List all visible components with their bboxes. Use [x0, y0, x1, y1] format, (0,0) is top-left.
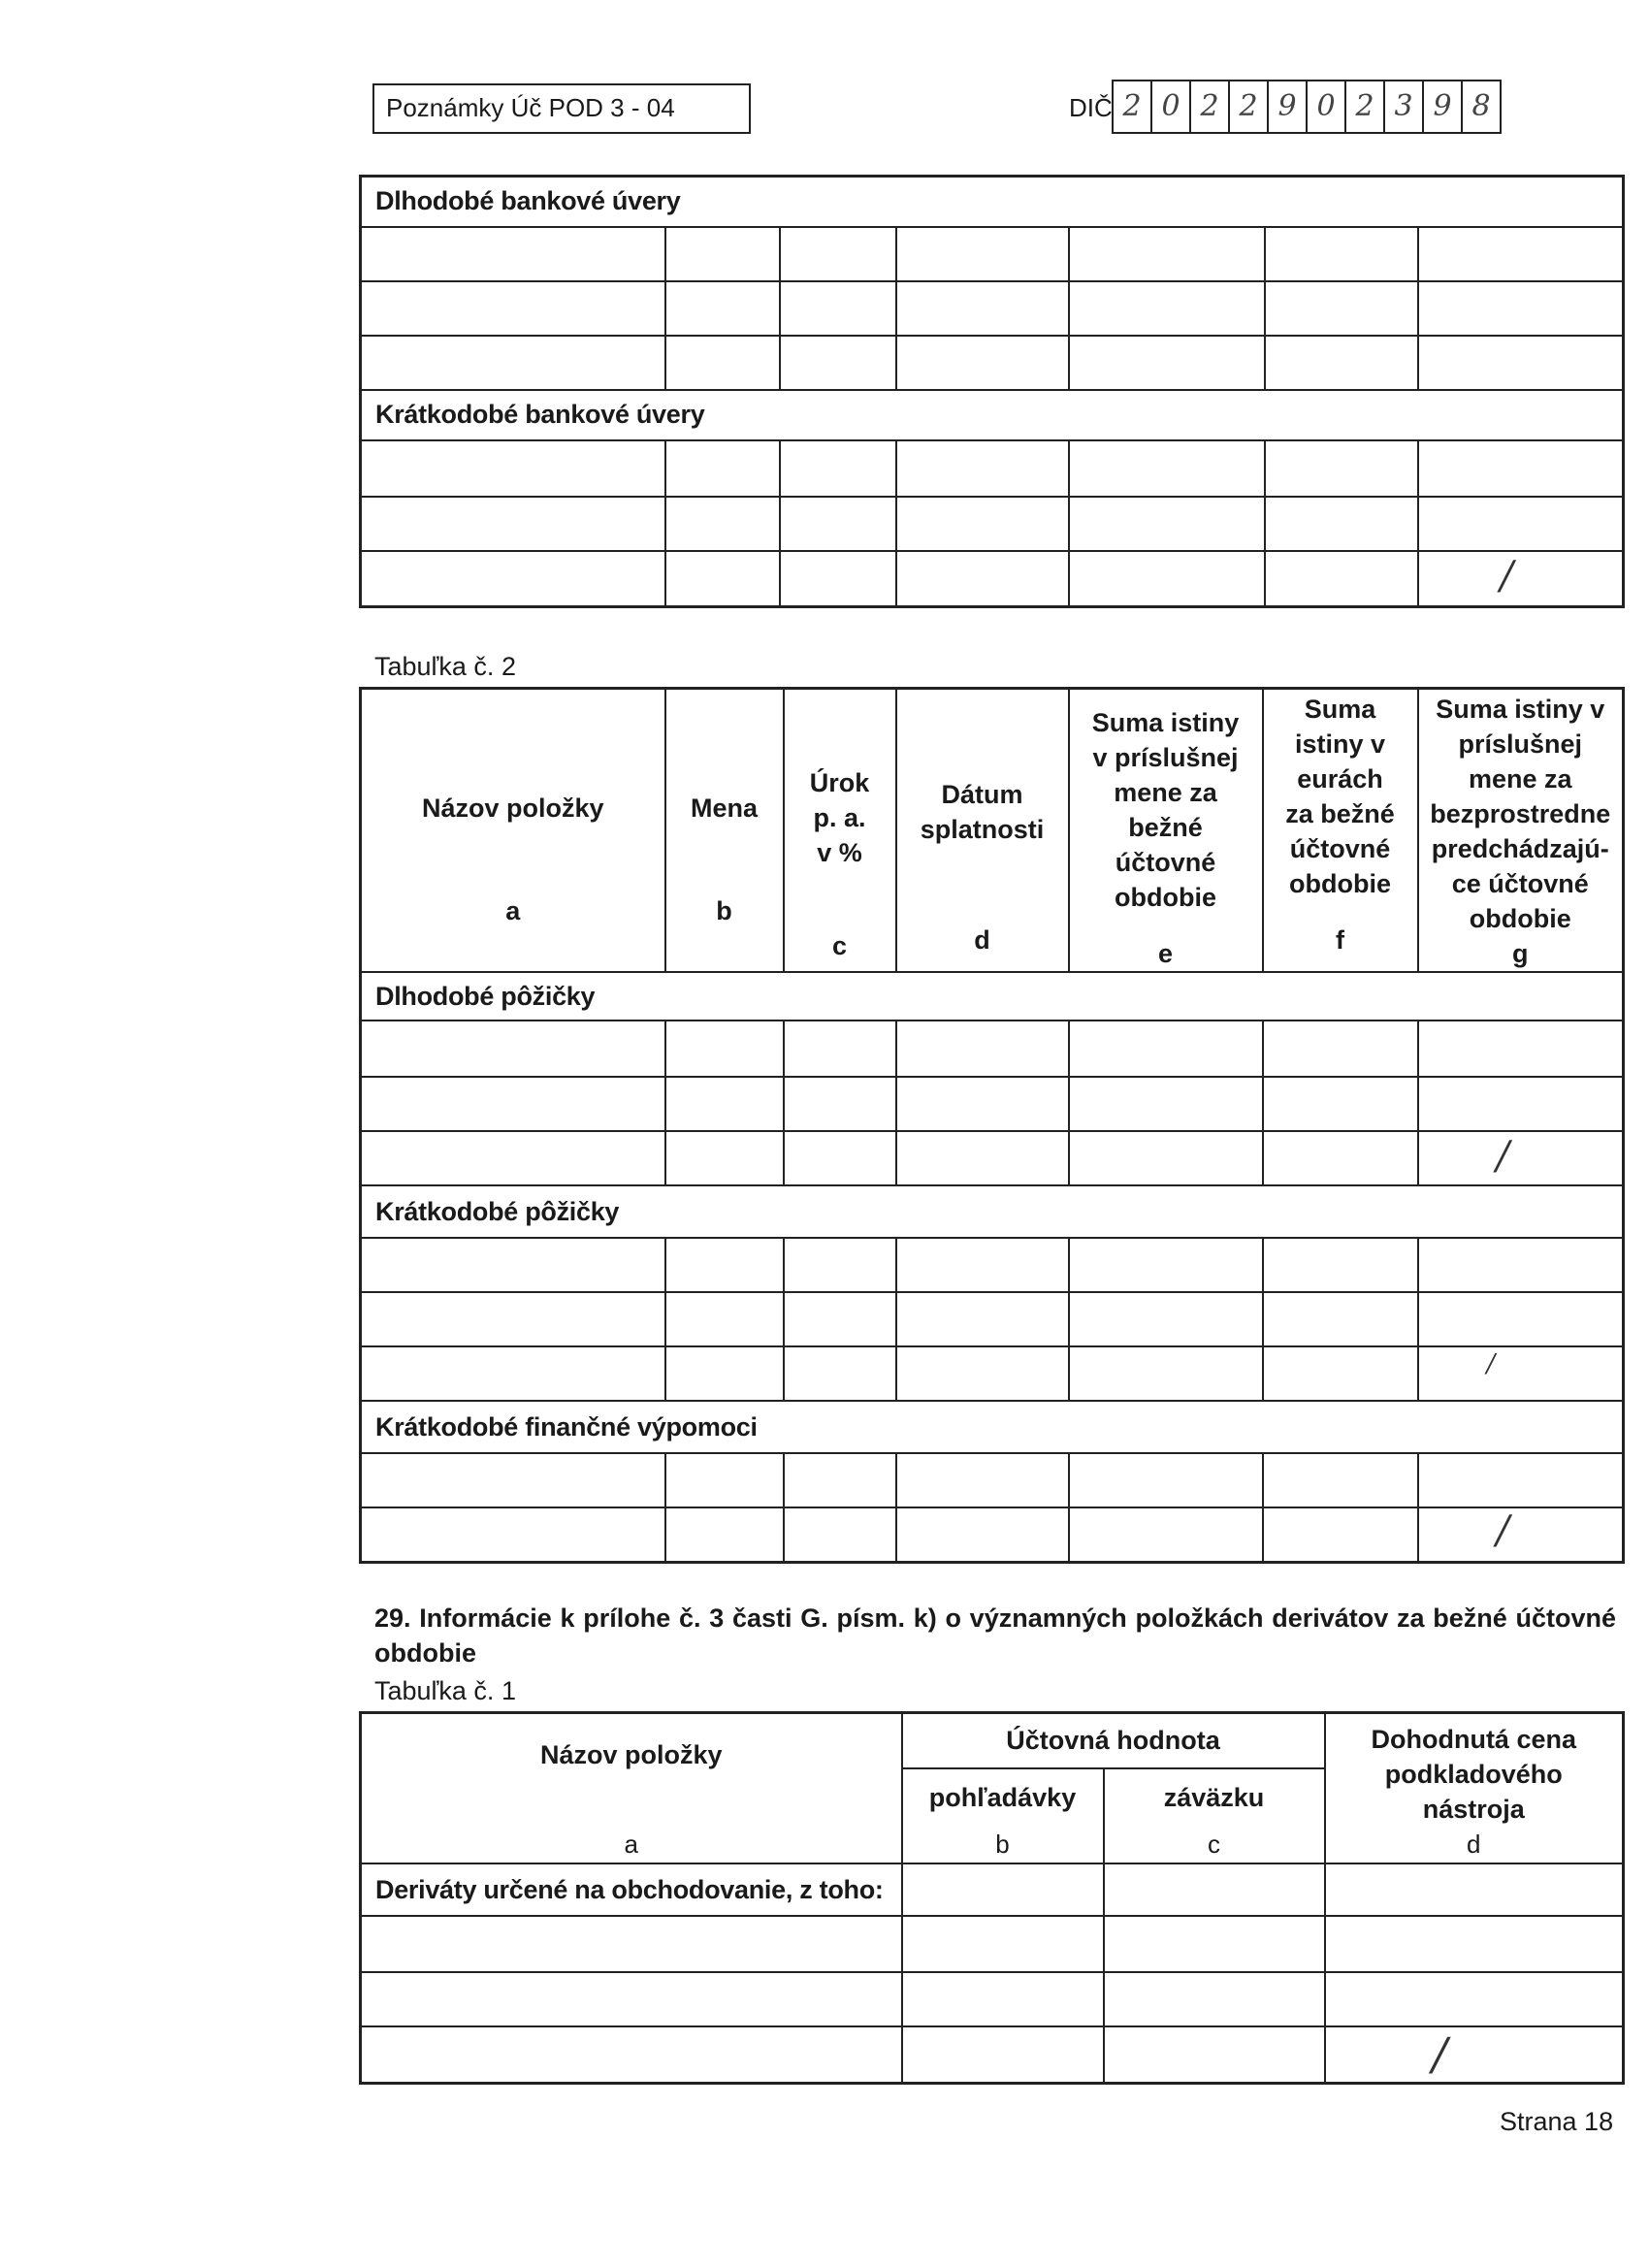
- dic-digit: 2: [1346, 81, 1385, 132]
- table-row: [361, 1916, 1624, 1972]
- derivatives-table: [359, 1711, 1625, 2085]
- handwritten-tick: /: [1496, 1134, 1509, 1179]
- table-row: [361, 281, 1624, 336]
- column-letter: d: [974, 925, 990, 955]
- column-header-receivables: pohľadávky: [902, 1768, 1104, 1827]
- column-label: Suma istiny v príslušnej mene za bežné účtovné obdobie: [1091, 708, 1240, 912]
- column-label: Názov položky: [539, 1740, 723, 1769]
- handwritten-tick: /: [1432, 2027, 1447, 2080]
- column-label: Suma istiny v eurách za bežné účtovné obdobie: [1285, 695, 1395, 898]
- document-label: Poznámky Úč POD 3 - 04: [386, 93, 675, 122]
- dic-digit: 3: [1385, 81, 1424, 132]
- column-header-name: [361, 1713, 902, 1828]
- column-letter: a: [361, 1827, 902, 1863]
- column-label: Dohodnutá cena podkladového nástroja: [1371, 1725, 1576, 1824]
- table-row: [361, 227, 1624, 281]
- column-letter: a: [505, 896, 521, 925]
- column-label: Mena: [690, 794, 759, 823]
- table-row: [361, 1507, 1624, 1562]
- page-number: Strana 18: [1500, 2107, 1614, 2136]
- table-row: [361, 336, 1624, 390]
- column-header-maturity: [896, 689, 1069, 973]
- table-row: [361, 440, 1624, 497]
- column-letter: c: [1104, 1827, 1325, 1863]
- column-label: Dátum splatnosti: [920, 780, 1045, 844]
- column-label: Názov položky: [421, 794, 604, 823]
- table-row: [361, 1972, 1624, 2026]
- column-letter: b: [716, 896, 732, 925]
- section-29-title: 29. Informácie k prílohe č. 3 časti G. písm. k) o významných položkách derivátov za bežné účtovné obdobie: [374, 1604, 1616, 1668]
- column-header-name: [361, 689, 665, 973]
- dic-digit: 9: [1424, 81, 1463, 132]
- section-short-term-financial-assistance: Krátkodobé finančné výpomoci: [361, 1401, 1624, 1453]
- column-header-currency: [665, 689, 784, 973]
- column-group-book-value: Účtovná hodnota: [902, 1713, 1325, 1768]
- column-header-principal-prior: [1418, 689, 1624, 973]
- column-letter: c: [831, 931, 848, 960]
- table-row: [361, 497, 1624, 551]
- column-header-payables: záväzku: [1104, 1768, 1325, 1827]
- table1-caption: Tabuľka č. 1: [374, 1676, 516, 1705]
- column-letter: g: [1512, 939, 1529, 968]
- dic-digit: 0: [1152, 81, 1191, 132]
- column-label: Úrok p. a. v %: [809, 768, 870, 867]
- column-letter: b: [902, 1827, 1104, 1863]
- table-row: [361, 1292, 1624, 1346]
- loans-table: [359, 687, 1625, 1564]
- column-letter: e: [1157, 939, 1174, 968]
- section-short-term-bank-loans: Krátkodobé bankové úvery: [361, 390, 1624, 440]
- column-letter: f: [1336, 925, 1344, 955]
- dic-digit: 2: [1230, 81, 1269, 132]
- table-row: [361, 1346, 1624, 1401]
- table-row: [361, 551, 1624, 607]
- column-header-interest: [784, 689, 896, 973]
- column-label: Suma istiny v príslušnej mene za bezprostredne predchádzajú-ce účtovné obdobie: [1430, 695, 1611, 933]
- dic-digit: 9: [1269, 81, 1308, 132]
- table-row: [361, 2026, 1624, 2083]
- dic-digit: 0: [1308, 81, 1346, 132]
- row-derivatives-for-trading: Deriváty určené na obchodovanie, z toho:: [361, 1863, 902, 1916]
- document-label-box: [372, 83, 751, 134]
- dic-field: [1112, 80, 1502, 134]
- dic-digit: 2: [1191, 81, 1230, 132]
- bank-loans-table: [359, 175, 1625, 608]
- table2-caption: Tabuľka č. 2: [374, 652, 516, 681]
- dic-label: DIČ: [1069, 93, 1113, 122]
- dic-digit: 2: [1114, 81, 1152, 132]
- column-header-principal-currency: [1069, 689, 1263, 973]
- handwritten-tick: /: [1500, 553, 1513, 599]
- column-letter: d: [1325, 1827, 1624, 1863]
- section-long-term-bank-loans: Dlhodobé bankové úvery: [361, 177, 1624, 227]
- table-row: [361, 1077, 1624, 1131]
- table-row: [361, 1131, 1624, 1185]
- handwritten-tick: /: [1486, 1349, 1496, 1378]
- table-row: [361, 1453, 1624, 1507]
- table-row: [361, 1238, 1624, 1292]
- section-short-term-loans: Krátkodobé pôžičky: [361, 1185, 1624, 1238]
- column-header-principal-eur: [1263, 689, 1418, 973]
- dic-digit: 8: [1463, 81, 1502, 132]
- handwritten-tick: /: [1496, 1508, 1509, 1553]
- table-row: [361, 1021, 1624, 1077]
- column-header-agreed-price: [1325, 1713, 1624, 1828]
- section-long-term-loans: Dlhodobé pôžičky: [361, 972, 1624, 1021]
